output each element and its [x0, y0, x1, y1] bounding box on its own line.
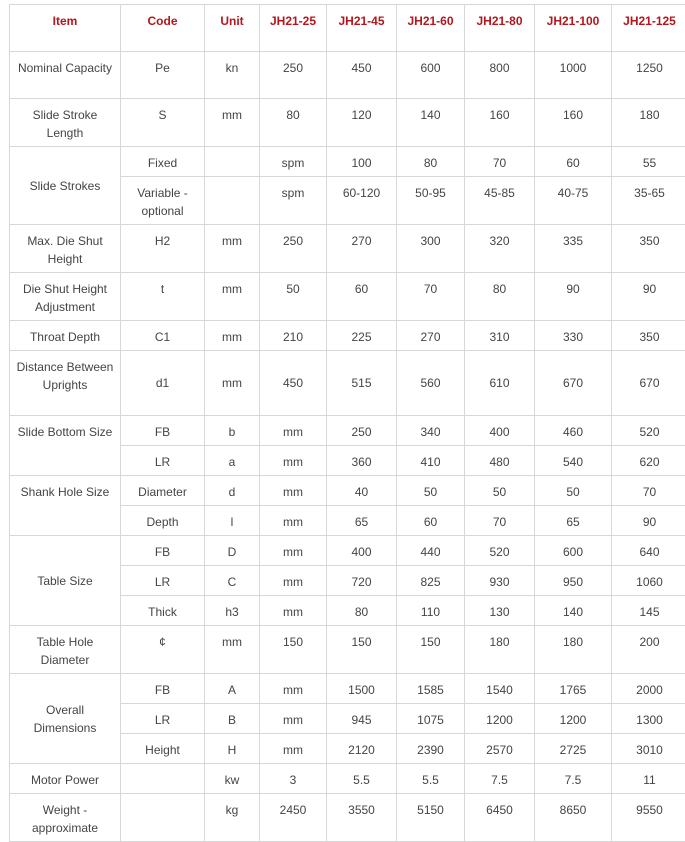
item-cell: Max. Die Shut Height	[10, 225, 121, 273]
header-model: JH21-60	[397, 5, 465, 52]
table-row	[10, 99, 685, 147]
item-cell: Table Hole Diameter	[10, 626, 121, 674]
value-cell: 40	[327, 476, 397, 506]
value-cell: 1540	[465, 674, 535, 704]
header-code: Code	[121, 5, 205, 52]
header-model: JH21-125	[612, 5, 685, 52]
value-cell: 70	[612, 476, 685, 506]
value-cell: 50	[397, 476, 465, 506]
value-cell: 360	[327, 446, 397, 476]
item-cell: Die Shut Height Adjustment	[10, 273, 121, 321]
value-cell: 1300	[612, 704, 685, 734]
value-cell: 9550	[612, 794, 685, 842]
value-cell: 950	[535, 566, 612, 596]
code-cell: FB	[121, 674, 205, 704]
value-cell: 60	[397, 506, 465, 536]
value-cell: 60-120	[327, 177, 397, 225]
unit-cell: mm	[205, 351, 260, 416]
table-row	[10, 416, 685, 446]
value-cell: 460	[535, 416, 612, 446]
table-row	[10, 225, 685, 273]
code-cell: t	[121, 273, 205, 321]
value-cell: 3550	[327, 794, 397, 842]
value-cell: 5.5	[327, 764, 397, 794]
value-cell: 320	[465, 225, 535, 273]
value-cell: 520	[612, 416, 685, 446]
value-cell: 670	[612, 351, 685, 416]
value-cell: 11	[612, 764, 685, 794]
value-cell: 45-85	[465, 177, 535, 225]
value-cell: 600	[397, 52, 465, 99]
value-cell: 160	[465, 99, 535, 147]
item-cell: Nominal Capacity	[10, 52, 121, 99]
value-cell: 50	[535, 476, 612, 506]
value-cell: 1200	[535, 704, 612, 734]
value-cell: 70	[465, 506, 535, 536]
value-cell: 400	[465, 416, 535, 446]
code-cell: S	[121, 99, 205, 147]
value-cell: 110	[397, 596, 465, 626]
code-cell: Pe	[121, 52, 205, 99]
value-cell: 720	[327, 566, 397, 596]
table-row	[10, 476, 685, 506]
code-cell: Depth	[121, 506, 205, 536]
value-cell: 1765	[535, 674, 612, 704]
value-cell: 150	[397, 626, 465, 674]
unit-cell: mm	[205, 273, 260, 321]
header-unit: Unit	[205, 5, 260, 52]
value-cell: 65	[327, 506, 397, 536]
subcode-cell: B	[205, 704, 260, 734]
item-cell: Slide Bottom Size	[10, 416, 121, 476]
unit-cell: kg	[205, 794, 260, 842]
value-cell: 140	[397, 99, 465, 147]
value-cell: 310	[465, 321, 535, 351]
code-cell	[121, 764, 205, 794]
table-row	[10, 626, 685, 674]
value-cell: 1250	[612, 52, 685, 99]
value-cell: 50	[465, 476, 535, 506]
value-cell: 1200	[465, 704, 535, 734]
value-cell: 180	[465, 626, 535, 674]
value-cell: 480	[465, 446, 535, 476]
value-cell: 35-65	[612, 177, 685, 225]
value-cell: 5.5	[397, 764, 465, 794]
value-cell: 180	[612, 99, 685, 147]
value-cell: 2390	[397, 734, 465, 764]
value-cell: 80	[260, 99, 327, 147]
value-cell: 70	[465, 147, 535, 177]
subcode-cell	[205, 177, 260, 225]
unit-cell: mm	[260, 446, 327, 476]
value-cell: 160	[535, 99, 612, 147]
header-model: JH21-25	[260, 5, 327, 52]
header-item: Item	[10, 5, 121, 52]
unit-cell: kn	[205, 52, 260, 99]
code-cell: FB	[121, 416, 205, 446]
item-cell: Weight - approximate	[10, 794, 121, 842]
table-row	[10, 794, 685, 842]
table-row	[10, 147, 685, 177]
unit-cell: mm	[260, 596, 327, 626]
unit-cell: mm	[260, 674, 327, 704]
value-cell: 670	[535, 351, 612, 416]
value-cell: 90	[612, 273, 685, 321]
value-cell: 150	[260, 626, 327, 674]
value-cell: 945	[327, 704, 397, 734]
value-cell: 5150	[397, 794, 465, 842]
value-cell: 350	[612, 321, 685, 351]
value-cell: 270	[397, 321, 465, 351]
code-cell: d1	[121, 351, 205, 416]
value-cell: 340	[397, 416, 465, 446]
unit-cell: kw	[205, 764, 260, 794]
value-cell: 55	[612, 147, 685, 177]
code-cell: LR	[121, 566, 205, 596]
value-cell: 150	[327, 626, 397, 674]
value-cell: 180	[535, 626, 612, 674]
value-cell: 450	[260, 351, 327, 416]
subcode-cell: D	[205, 536, 260, 566]
value-cell: 250	[327, 416, 397, 446]
value-cell: 80	[465, 273, 535, 321]
table-row	[10, 536, 685, 566]
item-cell: Distance Between Uprights	[10, 351, 121, 416]
value-cell: 515	[327, 351, 397, 416]
item-cell: Motor Power	[10, 764, 121, 794]
unit-cell: mm	[260, 506, 327, 536]
item-cell: Slide Stroke Length	[10, 99, 121, 147]
code-cell: ¢	[121, 626, 205, 674]
subcode-cell	[205, 147, 260, 177]
value-cell: 6450	[465, 794, 535, 842]
value-cell: 300	[397, 225, 465, 273]
unit-cell: mm	[260, 734, 327, 764]
header-model: JH21-80	[465, 5, 535, 52]
unit-cell: mm	[260, 476, 327, 506]
item-cell: Throat Depth	[10, 321, 121, 351]
value-cell: 225	[327, 321, 397, 351]
code-cell: LR	[121, 446, 205, 476]
subcode-cell: C	[205, 566, 260, 596]
value-cell: 800	[465, 52, 535, 99]
value-cell: 250	[260, 52, 327, 99]
code-cell: C1	[121, 321, 205, 351]
subcode-cell: l	[205, 506, 260, 536]
subcode-cell: H	[205, 734, 260, 764]
unit-cell: mm	[205, 626, 260, 674]
value-cell: 65	[535, 506, 612, 536]
value-cell: 2120	[327, 734, 397, 764]
value-cell: 100	[327, 147, 397, 177]
value-cell: 410	[397, 446, 465, 476]
value-cell: 130	[465, 596, 535, 626]
value-cell: 145	[612, 596, 685, 626]
code-cell: Diameter	[121, 476, 205, 506]
unit-cell: spm	[260, 177, 327, 225]
value-cell: 40-75	[535, 177, 612, 225]
table-row	[10, 52, 685, 99]
value-cell: 520	[465, 536, 535, 566]
subcode-cell: A	[205, 674, 260, 704]
table-row	[10, 764, 685, 794]
value-cell: 335	[535, 225, 612, 273]
code-cell: FB	[121, 536, 205, 566]
unit-cell: mm	[205, 225, 260, 273]
value-cell: 400	[327, 536, 397, 566]
code-cell: Height	[121, 734, 205, 764]
value-cell: 140	[535, 596, 612, 626]
value-cell: 70	[397, 273, 465, 321]
value-cell: 50	[260, 273, 327, 321]
table-row	[10, 321, 685, 351]
unit-cell: mm	[260, 536, 327, 566]
code-cell: Thick	[121, 596, 205, 626]
table-row	[10, 273, 685, 321]
value-cell: 2570	[465, 734, 535, 764]
value-cell: 7.5	[465, 764, 535, 794]
value-cell: 610	[465, 351, 535, 416]
value-cell: 1060	[612, 566, 685, 596]
value-cell: 600	[535, 536, 612, 566]
value-cell: 620	[612, 446, 685, 476]
value-cell: 270	[327, 225, 397, 273]
unit-cell: mm	[260, 416, 327, 446]
code-cell: H2	[121, 225, 205, 273]
unit-cell: mm	[260, 566, 327, 596]
value-cell: 2725	[535, 734, 612, 764]
subcode-cell: h3	[205, 596, 260, 626]
item-cell: Table Size	[10, 536, 121, 626]
code-cell: Fixed	[121, 147, 205, 177]
value-cell: 60	[327, 273, 397, 321]
item-cell: Shank Hole Size	[10, 476, 121, 536]
value-cell: 210	[260, 321, 327, 351]
value-cell: 330	[535, 321, 612, 351]
value-cell: 2000	[612, 674, 685, 704]
value-cell: 80	[397, 147, 465, 177]
value-cell: 540	[535, 446, 612, 476]
unit-cell: mm	[205, 321, 260, 351]
value-cell: 640	[612, 536, 685, 566]
value-cell: 50-95	[397, 177, 465, 225]
value-cell: 440	[397, 536, 465, 566]
value-cell: 930	[465, 566, 535, 596]
value-cell: 1500	[327, 674, 397, 704]
table-row	[10, 674, 685, 704]
value-cell: 120	[327, 99, 397, 147]
unit-cell: mm	[205, 99, 260, 147]
header-row	[10, 5, 685, 52]
value-cell: 250	[260, 225, 327, 273]
value-cell: 80	[327, 596, 397, 626]
item-cell: Overall Dimensions	[10, 674, 121, 764]
value-cell: 90	[535, 273, 612, 321]
value-cell: 3010	[612, 734, 685, 764]
value-cell: 1075	[397, 704, 465, 734]
value-cell: 200	[612, 626, 685, 674]
value-cell: 825	[397, 566, 465, 596]
unit-cell: mm	[260, 704, 327, 734]
value-cell: 60	[535, 147, 612, 177]
subcode-cell: b	[205, 416, 260, 446]
value-cell: 350	[612, 225, 685, 273]
item-cell: Slide Strokes	[10, 147, 121, 225]
value-cell: 2450	[260, 794, 327, 842]
value-cell: 90	[612, 506, 685, 536]
specifications-table	[9, 4, 685, 842]
code-cell: LR	[121, 704, 205, 734]
unit-cell: spm	[260, 147, 327, 177]
table-row	[10, 351, 685, 416]
header-model: JH21-100	[535, 5, 612, 52]
value-cell: 1000	[535, 52, 612, 99]
header-model: JH21-45	[327, 5, 397, 52]
value-cell: 450	[327, 52, 397, 99]
value-cell: 560	[397, 351, 465, 416]
value-cell: 3	[260, 764, 327, 794]
value-cell: 1585	[397, 674, 465, 704]
value-cell: 8650	[535, 794, 612, 842]
code-cell	[121, 794, 205, 842]
value-cell: 7.5	[535, 764, 612, 794]
subcode-cell: a	[205, 446, 260, 476]
subcode-cell: d	[205, 476, 260, 506]
code-cell: Variable - optional	[121, 177, 205, 225]
